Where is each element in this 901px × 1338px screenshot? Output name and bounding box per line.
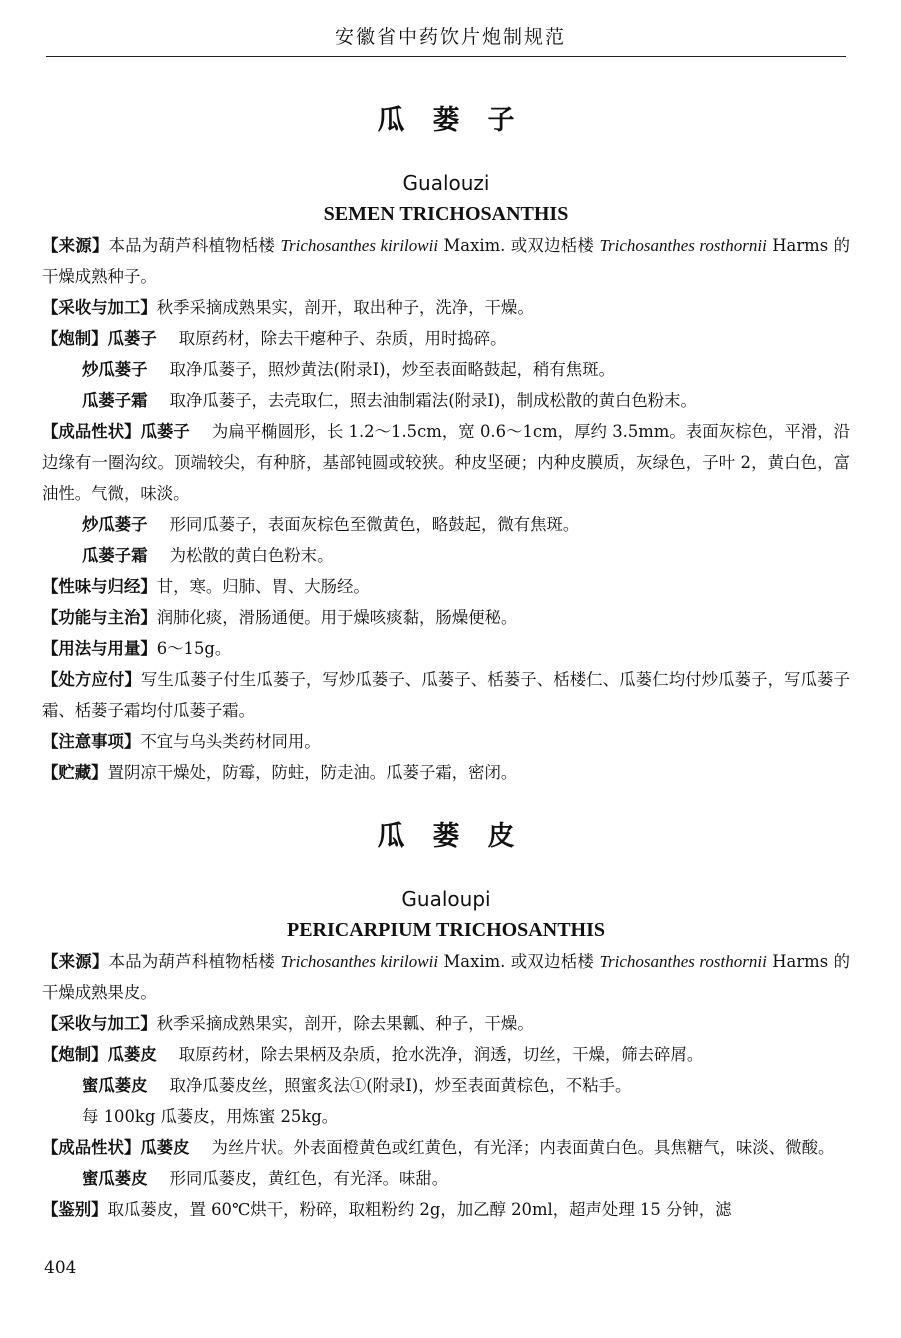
entry-title: 瓜 蒌 皮 xyxy=(377,821,515,852)
processing-paragraph: 【炮制】瓜蒌子 取原药材，除去干瘪种子、杂质，用时捣碎。 xyxy=(42,329,507,348)
processing-honey-paragraph: 蜜瓜蒌皮 取净瓜蒌皮丝，照蜜炙法①(附录Ⅰ)，炒至表面黄棕色，不粘手。 xyxy=(82,1076,632,1095)
header-rule xyxy=(46,56,846,57)
source-paragraph: 【来源】本品为葫芦科植物栝楼 Trichosanthes kirilowii Maxim. 或双边栝楼 Trichosanthes rosthornii Harms 的干燥成熟果皮。 xyxy=(42,952,850,1002)
dosage-paragraph: 【用法与用量】6～15g。 xyxy=(42,639,232,658)
function-paragraph: 【功能与主治】润肺化痰，滑肠通便。用于燥咳痰黏，肠燥便秘。 xyxy=(42,608,518,627)
entry-latin-name: SEMEN TRICHOSANTHIS xyxy=(323,203,569,225)
entry-pinyin: Gualoupi xyxy=(401,887,491,911)
page-number: 404 xyxy=(44,1258,77,1278)
entry-pinyin: Gualouzi xyxy=(402,171,490,195)
prescription-paragraph: 【处方应付】写生瓜蒌子付生瓜蒌子，写炒瓜蒌子、瓜蒌子、栝蒌子、栝楼仁、瓜蒌仁均付炒瓜蒌子，写瓜蒌子霜、栝蒌子霜均付瓜蒌子霜。 xyxy=(42,670,850,720)
honey-ratio-note: 每 100kg 瓜蒌皮，用炼蜜 25kg。 xyxy=(82,1107,339,1126)
source-paragraph: 【来源】本品为葫芦科植物栝楼 Trichosanthes kirilowii Maxim. 或双边栝楼 Trichosanthes rosthornii Harms 的干燥成熟种子。 xyxy=(42,236,850,286)
page-body xyxy=(42,100,850,1225)
caution-paragraph: 【注意事项】不宜与乌头类药材同用。 xyxy=(42,732,321,751)
character-honey-paragraph: 蜜瓜蒌皮 形同瓜蒌皮，黄红色，有光泽。味甜。 xyxy=(82,1169,449,1188)
character-paragraph: 【成品性状】瓜蒌皮 为丝片状。外表面橙黄色或红黄色，有光泽；内表面黄白色。具焦糖气，味淡、微酸。 xyxy=(42,1138,835,1157)
monograph-gualouzi xyxy=(42,100,850,788)
processing-fried-paragraph: 炒瓜蒌子 取净瓜蒌子，照炒黄法(附录Ⅰ)，炒至表面略鼓起，稍有焦斑。 xyxy=(82,360,615,379)
processing-frost-paragraph: 瓜蒌子霜 取净瓜蒌子，去壳取仁，照去油制霜法(附录Ⅰ)，制成松散的黄白色粉末。 xyxy=(82,391,697,410)
processing-paragraph: 【炮制】瓜蒌皮 取原药材，除去果柄及杂质，抢水洗净，润透，切丝，干燥，筛去碎屑。 xyxy=(42,1045,704,1064)
harvest-paragraph: 【采收与加工】秋季采摘成熟果实，剖开，除去果瓤、种子，干燥。 xyxy=(42,1014,534,1033)
entry-title: 瓜 蒌 子 xyxy=(377,105,515,136)
running-header: 安徽省中药饮片炮制规范 xyxy=(334,26,566,48)
identification-paragraph: 【鉴别】取瓜蒌皮，置 60℃烘干，粉碎，取粗粉约 2g，加乙醇 20ml，超声处理 15 分钟，滤 xyxy=(42,1200,732,1219)
entry-latin-name: PERICARPIUM TRICHOSANTHIS xyxy=(286,919,605,941)
monograph-gualoupi xyxy=(42,816,850,1225)
character-fried-paragraph: 炒瓜蒌子 形同瓜蒌子，表面灰棕色至微黄色，略鼓起，微有焦斑。 xyxy=(82,515,580,534)
harvest-paragraph: 【采收与加工】秋季采摘成熟果实，剖开，取出种子，洗净，干燥。 xyxy=(42,298,534,317)
nature-paragraph: 【性味与归经】甘，寒。归肺、胃、大肠经。 xyxy=(42,577,370,596)
character-frost-paragraph: 瓜蒌子霜 为松散的黄白色粉末。 xyxy=(82,546,334,565)
character-paragraph: 【成品性状】瓜蒌子 为扁平椭圆形，长 1.2～1.5cm，宽 0.6～1cm，厚约 3.5mm。表面灰棕色，平滑，沿边缘有一圈沟纹。顶端较尖，有种脐，基部钝圆或较狭。种皮坚硬；内种皮膜质，灰绿色，子叶 2，黄白色，富油性。气微，味淡。 xyxy=(42,422,851,503)
storage-paragraph: 【贮藏】置阴凉干燥处，防霉，防蛀，防走油。瓜蒌子霜，密闭。 xyxy=(42,763,518,782)
